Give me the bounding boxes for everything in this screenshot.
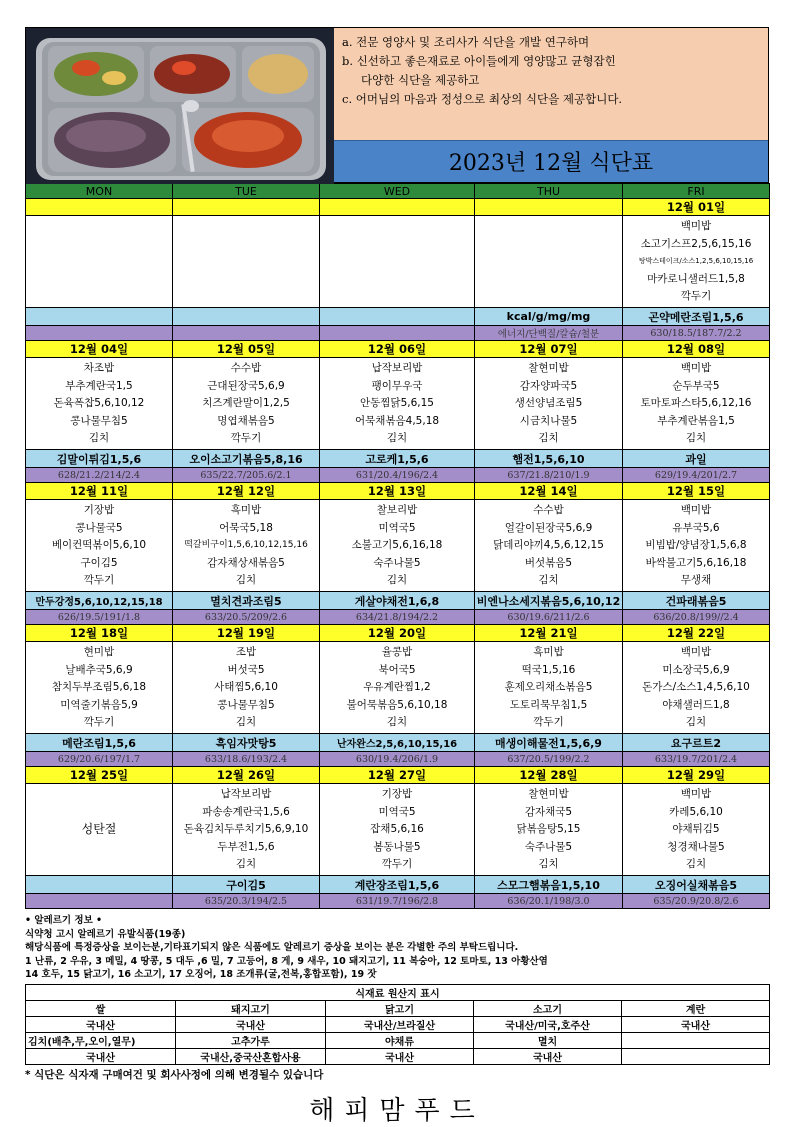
food-row (26, 642, 770, 734)
food-cell (623, 358, 770, 450)
special-cell: 멸치견과조림5 (173, 592, 320, 610)
holiday-label: 성탄절 (81, 822, 117, 837)
food-row (26, 358, 770, 450)
nutrition-cell: 633/18.6/193/2.4 (173, 752, 320, 767)
menu-item: 부추계란볶음1,5 (657, 414, 735, 427)
nutrition-cell: 630/19.6/211/2.6 (475, 610, 623, 625)
special-cell: 게살야채전1,6,8 (320, 592, 475, 610)
nutrition-cell: 637/21.8/210/1.9 (475, 468, 623, 483)
menu-item: 돈육김치두루치기5,6,9,10 (183, 823, 309, 836)
food-cell (320, 784, 475, 876)
origin-value: 국내산 (622, 1016, 770, 1032)
menu-item: 감자양파국5 (519, 379, 578, 392)
date-cell (320, 199, 475, 216)
food-row (26, 500, 770, 592)
origin-title: 식재료 원산지 표시 (26, 984, 770, 1000)
menu-item: 순두부국5 (672, 379, 720, 392)
food-cell (623, 784, 770, 876)
menu-item: 생선양념조림5 (514, 397, 583, 410)
date-cell: 12월 13일 (320, 483, 475, 500)
special-cell: 흑임자맛탕5 (173, 734, 320, 752)
menu-item: 김치 (386, 574, 408, 587)
menu-item: 시금치나물5 (519, 414, 578, 427)
food-cell (26, 358, 173, 450)
nutrition-cell: 630/19.4/206/1.9 (320, 752, 475, 767)
menu-item: 소불고기5,6,16,18 (351, 539, 443, 552)
special-row (26, 308, 770, 326)
menu-item: 어묵국5,18 (219, 521, 273, 534)
menu-item: 안동찜닭5,6,15 (360, 397, 434, 410)
food-cell (26, 500, 173, 592)
intro-line-b2: 다양한 식단을 제공하고 (361, 73, 480, 87)
nutrition-cell (26, 894, 173, 909)
food-cell (623, 500, 770, 592)
menu-item: 콩나물무침5 (217, 698, 275, 711)
origin-label: 계란 (622, 1000, 770, 1016)
menu-item: 김치 (235, 716, 257, 729)
food-cell (320, 216, 475, 308)
menu-item: 구이김5 (80, 556, 118, 569)
notice: * 식단은 식자재 구매여건 및 회사사정에 의해 변경될수 있습니다 (25, 1068, 324, 1081)
special-cell (26, 308, 173, 326)
nutrition-cell: 631/19.7/196/2.8 (320, 894, 475, 909)
menu-item: 북어국5 (378, 663, 416, 676)
date-cell: 12월 22일 (623, 625, 770, 642)
special-cell: 비엔나소세지볶음5,6,10,12 (475, 592, 623, 610)
allergy-heading: • 알레르기 정보 • (25, 915, 103, 926)
origin-value: 국내산 (26, 1016, 176, 1032)
date-cell: 12월 12일 (173, 483, 320, 500)
nutrition-cell: 629/19.4/201/2.7 (623, 468, 770, 483)
special-cell: 김말이튀김1,5,6 (26, 450, 173, 468)
special-cell: 스모그햄볶음1,5,10 (475, 876, 623, 894)
nutrition-cell: 637/20.5/199/2.2 (475, 752, 623, 767)
special-row (26, 450, 770, 468)
header (25, 27, 769, 183)
special-row (26, 876, 770, 894)
food-cell (173, 500, 320, 592)
menu-item: 닭볶음탕5,15 (516, 823, 581, 836)
origin-value (622, 1048, 770, 1064)
origin-label: 야채류 (326, 1032, 474, 1048)
day-header: FRI (623, 184, 770, 199)
food-cell (173, 216, 320, 308)
menu-item: 사태찜5,6,10 (214, 681, 278, 694)
menu-item: 김치 (538, 432, 559, 445)
special-cell: 만두강정5,6,10,12,15,18 (26, 592, 173, 610)
food-cell (475, 358, 623, 450)
nutrition-cell (173, 326, 320, 341)
allergy-line1: 식약청 고시 알레르기 유발식품(19종) (25, 928, 186, 940)
menu-item: 기장밥 (83, 504, 115, 517)
special-cell (26, 876, 173, 894)
intro-line-b: b. 신선하고 좋은재료로 아이들에게 영양많고 균형잡힌 (342, 54, 616, 68)
menu-item: 부추계란국1,5 (65, 379, 133, 392)
page-title: 2023년 12월 식단표 (334, 140, 768, 182)
date-cell: 12월 11일 (26, 483, 173, 500)
menu-item: 마카로니샐러드1,5,8 (647, 272, 745, 285)
menu-item: 토마토파스타5,6,12,16 (640, 397, 752, 410)
menu-item: 야채튀김5 (672, 823, 720, 836)
menu-item: 유부국5,6 (672, 521, 720, 534)
menu-item: 콩나물국5 (75, 521, 123, 534)
menu-item: 찰현미밥 (528, 362, 569, 375)
nutrition-cell: 628/21.2/214/2.4 (26, 468, 173, 483)
food-cell (173, 784, 320, 876)
special-cell (173, 308, 320, 326)
date-cell: 12월 05일 (173, 341, 320, 358)
food-cell (475, 642, 623, 734)
date-cell (475, 199, 623, 216)
food-cell (26, 784, 173, 876)
menu-item: 김치 (386, 432, 408, 445)
food-cell (320, 500, 475, 592)
menu-sheet (25, 27, 769, 1127)
food-row (26, 216, 770, 308)
nutrition-row (26, 610, 770, 625)
menu-item: 두부전1,5,6 (217, 840, 275, 853)
origin-value: 국내산 (176, 1016, 326, 1032)
food-cell (173, 642, 320, 734)
nutrition-cell: 에너지/단백질/칼슘/철분 (475, 326, 623, 341)
menu-item: 명엽채볶음5 (217, 414, 275, 427)
menu-item: 돈가스/소스1,4,5,6,10 (642, 681, 750, 694)
intro-line-c: c. 어머님의 마음과 정성으로 최상의 식단을 제공합니다. (342, 92, 623, 106)
date-cell (26, 199, 173, 216)
menu-item: 소고기스프2,5,6,15,16 (640, 237, 752, 250)
nutrition-cell: 635/20.3/194/2.5 (173, 894, 320, 909)
date-cell: 12월 06일 (320, 341, 475, 358)
origin-label: 돼지고기 (176, 1000, 326, 1016)
origin-label: 쌀 (26, 1000, 176, 1016)
day-header: THU (475, 184, 623, 199)
allergy-line4: 14 호두, 15 닭고기, 16 소고기, 17 오징어, 18 조개류(굴,전복,홍합포함), 19 잣 (25, 969, 377, 980)
menu-item: 미역줄기볶음5,9 (60, 698, 138, 711)
menu-item: 탕박스테이크/소스1,2,5,6,10,15,16 (638, 257, 754, 266)
origin-label (622, 1032, 770, 1048)
menu-item: 감자채국5 (524, 805, 573, 818)
special-cell: 오이소고기볶음5,8,16 (173, 450, 320, 468)
meal-tray-photo (26, 28, 334, 184)
origin-label: 멸치 (474, 1032, 622, 1048)
menu-item: 버섯볶음5 (524, 556, 573, 569)
nutrition-cell (320, 326, 475, 341)
menu-item: 무생채 (680, 574, 712, 587)
food-cell (26, 642, 173, 734)
origin-label: 김치(배추,무,오이,열무) (26, 1032, 176, 1048)
special-cell: 메란조림1,5,6 (26, 734, 173, 752)
date-cell: 12월 04일 (26, 341, 173, 358)
allergy-line3: 1 난류, 2 우유, 3 메밀, 4 땅콩, 5 대두 ,6 밀, 7 고등어, 8 게, 9 새우, 10 돼지고기, 11 복숭아, 12 토마토, 13 아황산염 (25, 955, 548, 967)
menu-item: 버섯국5 (227, 663, 265, 676)
menu-item: 치즈계란말이1,2,5 (202, 397, 290, 410)
menu-item: 야채샐러드1,8 (662, 698, 730, 711)
menu-item: 흑미밥 (533, 646, 564, 659)
special-row (26, 592, 770, 610)
menu-item: 불어묵볶음5,6,10,18 (346, 698, 448, 711)
date-cell: 12월 18일 (26, 625, 173, 642)
special-cell: 계란장조림1,5,6 (320, 876, 475, 894)
menu-item: 잡채5,6,16 (370, 823, 424, 836)
menu-item: 미역국5 (378, 805, 416, 818)
special-cell: 과일 (623, 450, 770, 468)
nutrition-cell: 635/20.9/20.8/2.6 (623, 894, 770, 909)
menu-item: 기장밥 (381, 788, 413, 801)
nutrition-cell: 633/20.5/209/2.6 (173, 610, 320, 625)
special-cell: 매생이해물전1,5,6,9 (475, 734, 623, 752)
food-cell (320, 358, 475, 450)
menu-item: 훈제오리채소볶음5 (504, 681, 593, 694)
special-cell: 오징어실채볶음5 (623, 876, 770, 894)
menu-item: 얼갈이된장국5,6,9 (504, 521, 593, 534)
food-cell (26, 216, 173, 308)
date-cell: 12월 14일 (475, 483, 623, 500)
date-cell: 12월 26일 (173, 767, 320, 784)
special-cell: 구이김5 (173, 876, 320, 894)
nutrition-row (26, 752, 770, 767)
nutrition-cell: 635/22.7/205.6/2.1 (173, 468, 320, 483)
special-cell: 건파래볶음5 (623, 592, 770, 610)
nutrition-cell (26, 326, 173, 341)
food-cell (475, 216, 623, 308)
date-cell: 12월 07일 (475, 341, 623, 358)
brand-name: 해피맘푸드 (309, 1095, 485, 1126)
menu-table (25, 183, 770, 909)
date-cell: 12월 28일 (475, 767, 623, 784)
menu-item: 어묵채볶음4,5,18 (354, 414, 440, 427)
date-row (26, 341, 770, 358)
date-row (26, 767, 770, 784)
date-row (26, 625, 770, 642)
day-header: WED (320, 184, 475, 199)
menu-item: 깍두기 (680, 290, 712, 303)
food-cell (623, 642, 770, 734)
menu-item: 베이컨떡볶이5,6,10 (51, 539, 147, 552)
nutrition-cell: 634/21.8/194/2.2 (320, 610, 475, 625)
menu-item: 백미밥 (680, 788, 712, 801)
date-cell: 12월 29일 (623, 767, 770, 784)
food-row (26, 784, 770, 876)
menu-item: 팽이무우국 (371, 379, 423, 392)
menu-item: 바싹불고기5,6,16,18 (645, 556, 747, 569)
menu-item: 돈육폭찹5,6,10,12 (53, 397, 145, 410)
origin-value: 국내산,중국산혼합사용 (176, 1048, 326, 1064)
allergy-line2: 해당식품에 특정증상을 보이는분,기타표기되지 않은 식품에도 알레르기 증상을 보이는 분은 각별한 주의 부탁드립니다. (25, 942, 519, 953)
menu-item: 파송송계란국1,5,6 (202, 805, 290, 818)
menu-item: 도토리묵무침1,5 (509, 698, 588, 711)
menu-item: 김치 (685, 432, 707, 445)
menu-item: 닭데리야끼4,5,6,12,15 (493, 539, 604, 552)
menu-item: 미역국5 (378, 521, 416, 534)
menu-item: 청경채나물5 (667, 840, 725, 853)
date-cell: 12월 25일 (26, 767, 173, 784)
menu-item: 납작보리밥 (220, 788, 272, 801)
menu-item: 깍두기 (83, 574, 115, 587)
special-cell: 고로케1,5,6 (320, 450, 475, 468)
special-cell: 요구르트2 (623, 734, 770, 752)
special-cell: 곤약메란조림1,5,6 (623, 308, 770, 326)
menu-item: 깍두기 (381, 858, 413, 871)
special-cell: kcal/g/mg/mg (475, 308, 623, 326)
menu-item: 찰현미밥 (528, 788, 569, 801)
menu-item: 깍두기 (230, 432, 262, 445)
nutrition-cell: 636/20.8/199//2.4 (623, 610, 770, 625)
menu-item: 봄동나물5 (373, 840, 421, 853)
menu-item: 김치 (538, 858, 559, 871)
day-header-row (26, 184, 770, 199)
special-cell (320, 308, 475, 326)
menu-item: 떡갈비구이1,5,6,10,12,15,16 (184, 540, 308, 551)
menu-item: 현미밥 (83, 646, 115, 659)
origin-value: 국내산 (474, 1048, 622, 1064)
menu-item: 미소장국5,6,9 (662, 663, 730, 676)
origin-value: 국내산 (26, 1048, 176, 1064)
date-cell: 12월 21일 (475, 625, 623, 642)
menu-item: 백미밥 (680, 646, 712, 659)
menu-item: 김치 (685, 858, 707, 871)
menu-item: 백미밥 (680, 220, 712, 233)
date-cell: 12월 27일 (320, 767, 475, 784)
origin-value: 국내산/브라질산 (326, 1016, 474, 1032)
menu-item: 백미밥 (680, 504, 712, 517)
intro-line-a: a. 전문 영양사 및 조리사가 식단을 개발 연구하며 (342, 35, 590, 49)
origin-label: 고추가루 (176, 1032, 326, 1048)
menu-item: 비빔밥/양념장1,5,6,8 (645, 539, 747, 552)
menu-item: 깍두기 (533, 716, 564, 729)
intro-text (334, 28, 768, 140)
special-cell: 햄전1,5,6,10 (475, 450, 623, 468)
nutrition-cell: 636/20.1/198/3.0 (475, 894, 623, 909)
nutrition-cell: 626/19.5/191/1.8 (26, 610, 173, 625)
origin-value: 국내산 (326, 1048, 474, 1064)
nutrition-cell: 630/18.5/187.7/2.2 (623, 326, 770, 341)
date-cell: 12월 20일 (320, 625, 475, 642)
menu-item: 조밥 (235, 646, 257, 659)
menu-item: 김치 (235, 574, 257, 587)
allergy-info (25, 914, 769, 982)
menu-item: 차조밥 (83, 362, 115, 375)
nutrition-cell: 629/20.6/197/1.7 (26, 752, 173, 767)
menu-item: 김치 (88, 432, 110, 445)
menu-item: 우유계란찜1,2 (363, 681, 431, 694)
menu-item: 율콩밥 (381, 646, 413, 659)
menu-item: 흑미밥 (230, 504, 262, 517)
menu-item: 감자채상새볶음5 (207, 556, 285, 569)
menu-item: 콩나물무침5 (70, 414, 128, 427)
nutrition-cell: 631/20.4/196/2.4 (320, 468, 475, 483)
nutrition-row (26, 468, 770, 483)
menu-item: 떡국1,5,16 (521, 663, 576, 676)
menu-item: 카레5,6,10 (669, 805, 723, 818)
menu-item: 김치 (386, 716, 408, 729)
origin-label: 닭고기 (326, 1000, 474, 1016)
date-row (26, 199, 770, 216)
menu-item: 납작보리밥 (371, 362, 423, 375)
menu-item: 근대된장국5,6,9 (207, 379, 285, 392)
origin-value: 국내산/미국,호주산 (474, 1016, 622, 1032)
menu-item: 김치 (538, 574, 559, 587)
menu-item: 김치 (235, 858, 257, 871)
menu-item: 수수밥 (533, 504, 564, 517)
menu-item: 수수밥 (230, 362, 262, 375)
day-header: MON (26, 184, 173, 199)
day-header: TUE (173, 184, 320, 199)
food-cell (475, 500, 623, 592)
menu-item: 숙주나물5 (373, 556, 421, 569)
origin-label: 소고기 (474, 1000, 622, 1016)
nutrition-row (26, 326, 770, 341)
food-cell (623, 216, 770, 308)
date-cell: 12월 19일 (173, 625, 320, 642)
date-cell: 12월 08일 (623, 341, 770, 358)
menu-item: 참치두부조림5,6,18 (51, 681, 147, 694)
origin-table (25, 984, 770, 1065)
date-cell: 12월 15일 (623, 483, 770, 500)
nutrition-cell: 633/19.7/201/2.4 (623, 752, 770, 767)
menu-item: 김치 (685, 716, 707, 729)
menu-item: 날배추국5,6,9 (65, 663, 133, 676)
food-cell (320, 642, 475, 734)
date-cell (173, 199, 320, 216)
date-row (26, 483, 770, 500)
food-cell (475, 784, 623, 876)
menu-item: 숙주나물5 (524, 840, 573, 853)
special-row (26, 734, 770, 752)
menu-item: 백미밥 (680, 362, 712, 375)
date-cell: 12월 01일 (623, 199, 770, 216)
nutrition-row (26, 894, 770, 909)
special-cell: 난자완스2,5,6,10,15,16 (320, 734, 475, 752)
food-cell (173, 358, 320, 450)
menu-item: 깍두기 (83, 716, 115, 729)
menu-item: 찰보리밥 (376, 504, 418, 517)
